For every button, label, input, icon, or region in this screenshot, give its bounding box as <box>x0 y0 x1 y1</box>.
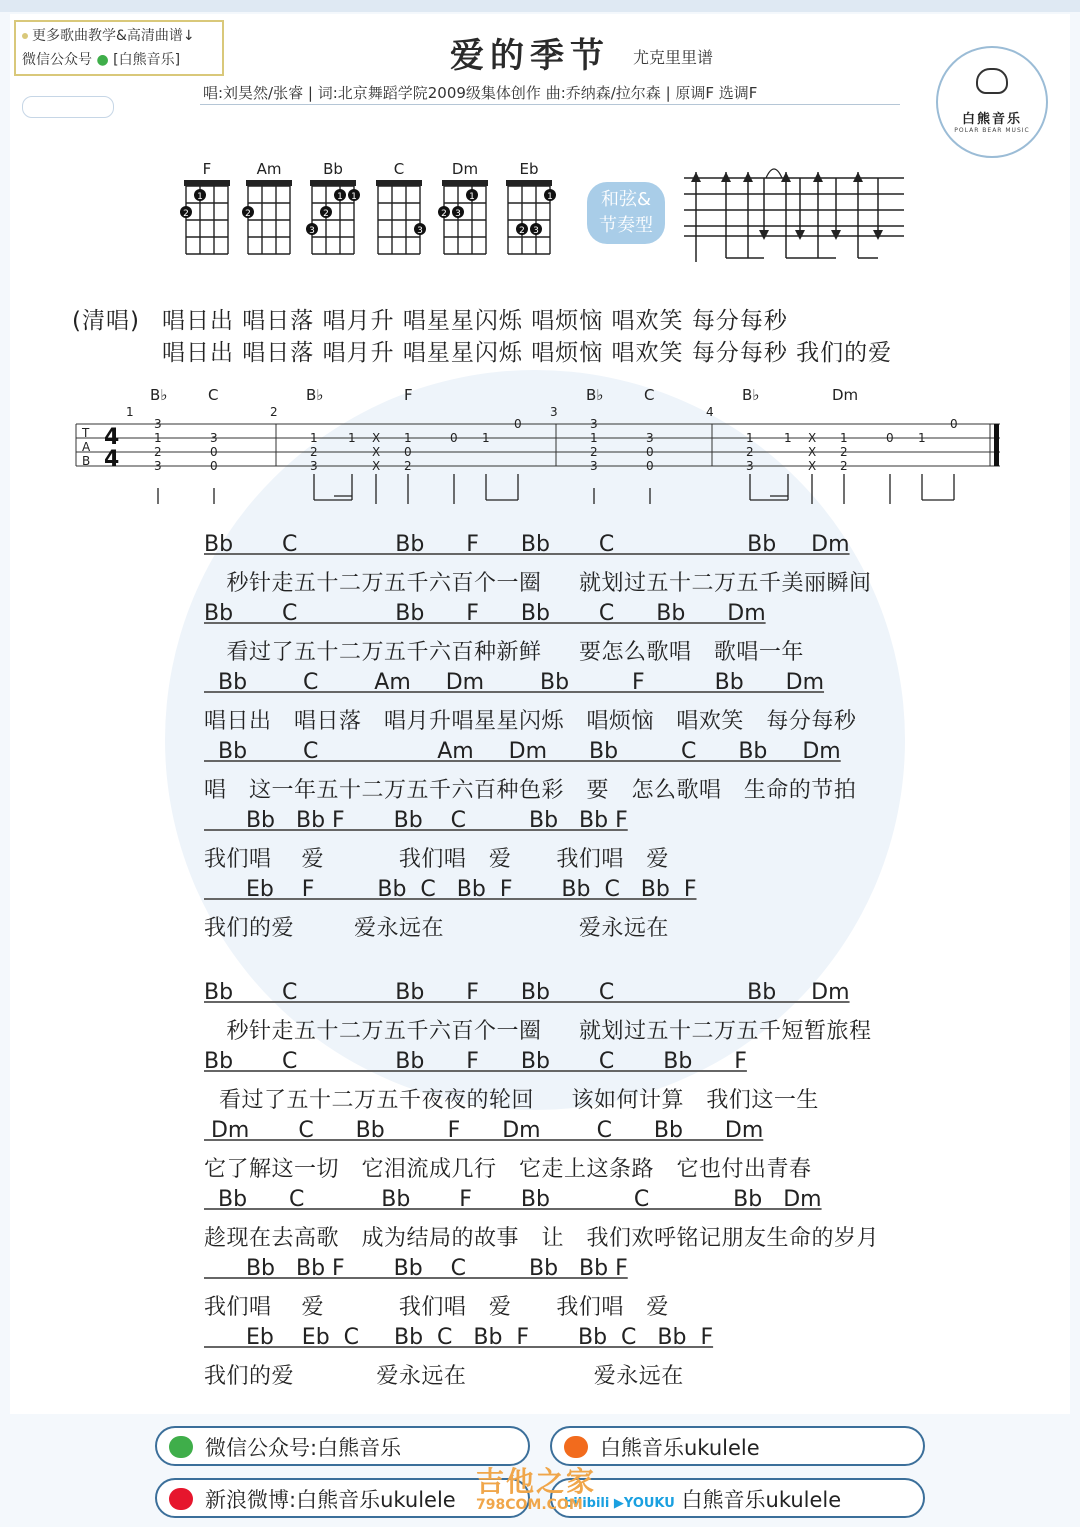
chord-name: Eb <box>519 160 539 178</box>
chord-line: Bb C Am Dm Bb C Bb Dm <box>204 739 841 764</box>
site-watermark-url: 798COM.COM <box>476 1497 583 1513</box>
svg-text:1: 1 <box>404 431 412 445</box>
svg-text:3: 3 <box>154 417 162 431</box>
chord-rhythm-badge <box>587 182 665 244</box>
footer-taobao[interactable] <box>550 1426 925 1466</box>
svg-text:1: 1 <box>547 192 553 202</box>
chord-diagram-am <box>242 160 296 254</box>
intro-label: (清唱) <box>72 308 140 334</box>
intro-line-1: 唱日出 唱日落 唱月升 唱星星闪烁 唱烦恼 唱欢笑 每分每秒 <box>162 308 788 334</box>
chord-line: Bb C Bb F Bb C Bb Dm <box>204 532 850 557</box>
svg-text:0: 0 <box>450 431 458 445</box>
svg-text:1: 1 <box>746 431 754 445</box>
svg-text:X: X <box>372 431 381 445</box>
lyric-line: 我们的爱 爱永远在 爱永远在 <box>204 916 669 941</box>
measure-number-1: 1 <box>126 405 134 419</box>
credits-line: 唱:刘昊然/张睿 | 词:北京舞蹈学院2009级集体创作 曲:乔纳森/拉尔森 | 原调F 选调F <box>203 84 758 102</box>
svg-text:3: 3 <box>309 226 315 236</box>
lyric-line: 我们唱 爱 我们唱 爱 我们唱 爱 <box>204 847 669 872</box>
tab-staff <box>72 404 1008 512</box>
tab-chord-label: B♭ <box>586 386 604 404</box>
lyric-line: 看过了五十二万五千夜夜的轮回 该如何计算 我们这一生 <box>204 1088 819 1113</box>
svg-text:2: 2 <box>590 445 598 459</box>
intro-line-2: 唱日出 唱日落 唱月升 唱星星闪烁 唱烦恼 唱欢笑 每分每秒 我们的爱 <box>162 340 893 366</box>
svg-text:3: 3 <box>590 459 598 473</box>
logo-subname: POLAR BEAR MUSIC <box>954 127 1030 134</box>
logo-name: 白熊音乐 <box>961 112 1022 127</box>
svg-text:3: 3 <box>533 226 539 236</box>
chord-diagram-dm <box>438 160 492 254</box>
tab-letter-a: A <box>82 440 91 454</box>
svg-text:2: 2 <box>840 459 848 473</box>
svg-text:0: 0 <box>210 459 218 473</box>
svg-text:2: 2 <box>183 209 189 219</box>
site-watermark: 吉他之家 <box>476 1465 597 1498</box>
svg-text:X: X <box>372 459 381 473</box>
tab-letter-b: B <box>82 454 91 468</box>
svg-text:2: 2 <box>154 445 162 459</box>
svg-text:2: 2 <box>323 209 329 219</box>
svg-text:1: 1 <box>351 192 357 202</box>
svg-text:2: 2 <box>441 209 447 219</box>
svg-text:X: X <box>808 431 817 445</box>
tab-chord-label: B♭ <box>306 386 324 404</box>
svg-text:0: 0 <box>646 459 654 473</box>
svg-text:0: 0 <box>404 445 412 459</box>
tab-letter-t: T <box>82 426 90 440</box>
wechat-icon <box>169 1436 193 1458</box>
chord-line: Bb C Bb F Bb C Bb Dm <box>204 1187 822 1212</box>
chord-name: Dm <box>451 160 479 178</box>
lyric-line: 它了解这一切 它泪流成几行 它走上这条路 它也付出青春 <box>204 1157 812 1182</box>
bear-icon <box>976 68 1008 94</box>
svg-text:3: 3 <box>154 459 162 473</box>
chord-line: Bb C Bb F Bb C Bb Dm <box>204 980 850 1005</box>
svg-text:2: 2 <box>840 445 848 459</box>
tab-chord-label: B♭ <box>150 386 168 404</box>
svg-text:3: 3 <box>310 459 318 473</box>
chord-name: F <box>202 160 212 178</box>
footer-weibo[interactable] <box>155 1478 530 1518</box>
chord-name: Am <box>256 160 282 178</box>
song-subtitle: 尤克里里谱 <box>633 48 714 67</box>
lyric-line: 秒针走五十二万五千六百个一圈 就划过五十二万五千美丽瞬间 <box>204 571 872 596</box>
promo-line-1: 更多歌曲教学&高清曲谱↓ <box>32 28 195 44</box>
lyric-line: 我们的爱 爱永远在 爱永远在 <box>204 1364 684 1389</box>
tab-chord-label: C <box>208 386 219 404</box>
lyric-line: 看过了五十二万五千六百种新鲜 要怎么歌唱 歌唱一年 <box>204 640 804 665</box>
chord-line: Bb C Am Dm Bb F Bb Dm <box>204 670 825 695</box>
svg-text:2: 2 <box>746 445 754 459</box>
strum-pattern-diagram <box>682 162 908 266</box>
footer-taobao-label: 白熊音乐ukulele <box>600 1436 760 1460</box>
svg-text:3: 3 <box>590 417 598 431</box>
svg-text:3: 3 <box>455 209 461 219</box>
tab-chord-label: Dm <box>832 386 859 404</box>
badge-line-1: 和弦& <box>600 189 652 210</box>
svg-text:3: 3 <box>417 226 423 236</box>
taobao-icon <box>564 1436 588 1458</box>
tab-chord-label: B♭ <box>742 386 760 404</box>
chord-line: Eb Eb C Bb C Bb F Bb C Bb F <box>204 1325 714 1350</box>
footer-video[interactable] <box>550 1478 925 1518</box>
svg-text:1: 1 <box>590 431 598 445</box>
time-signature-bottom: 4 <box>104 447 120 472</box>
promo-box <box>14 20 224 76</box>
svg-text:X: X <box>808 459 817 473</box>
svg-text:X: X <box>372 445 381 459</box>
chord-diagram-f <box>180 160 234 254</box>
credits-divider <box>200 104 900 105</box>
svg-text:1: 1 <box>348 431 356 445</box>
weibo-icon <box>169 1488 193 1510</box>
svg-text:1: 1 <box>482 431 490 445</box>
svg-text:1: 1 <box>918 431 926 445</box>
chord-line: Bb C Bb F Bb C Bb Dm <box>204 601 766 626</box>
bullet-icon <box>22 33 28 39</box>
promo-line-2b: [白熊音乐] <box>113 52 181 68</box>
svg-text:3: 3 <box>646 431 654 445</box>
chord-line: Bb Bb F Bb C Bb Bb F <box>204 808 628 833</box>
footer-weibo-label: 新浪微博:白熊音乐ukulele <box>205 1488 456 1512</box>
time-signature-top: 4 <box>104 425 120 450</box>
svg-text:1: 1 <box>197 192 203 202</box>
ukulele-outline-icon <box>22 96 114 118</box>
lyric-line: 唱 这一年五十二万五千六百种色彩 要 怎么歌唱 生命的节拍 <box>204 778 857 803</box>
svg-text:1: 1 <box>840 431 848 445</box>
svg-text:1: 1 <box>310 431 318 445</box>
chord-diagram-c <box>372 160 426 254</box>
badge-line-2: 节奏型 <box>599 215 653 236</box>
lyric-line: 秒针走五十二万五千六百个一圈 就划过五十二万五千短暂旅程 <box>204 1019 872 1044</box>
chord-line: Bb C Bb F Bb C Bb F <box>204 1049 747 1074</box>
svg-text:1: 1 <box>469 192 475 202</box>
svg-text:1: 1 <box>337 192 343 202</box>
svg-text:0: 0 <box>950 417 958 431</box>
chord-name: C <box>393 160 405 178</box>
measure-number-4: 4 <box>706 405 714 419</box>
svg-text:3: 3 <box>210 431 218 445</box>
chord-diagram-eb <box>502 160 556 254</box>
promo-line-2: 微信公众号 <box>22 52 92 68</box>
lyric-line: 我们唱 爱 我们唱 爱 我们唱 爱 <box>204 1295 669 1320</box>
tab-chord-label: C <box>644 386 655 404</box>
lyric-line: 趁现在去高歌 成为结局的故事 让 我们欢呼铭记朋友生命的岁月 <box>204 1226 879 1251</box>
chord-diagram-bb <box>306 160 360 254</box>
chord-line: Eb F Bb C Bb F Bb C Bb F <box>204 877 697 902</box>
svg-text:2: 2 <box>519 226 525 236</box>
svg-text:0: 0 <box>646 445 654 459</box>
svg-text:0: 0 <box>514 417 522 431</box>
footer-wechat[interactable] <box>155 1426 530 1466</box>
video-brands-icon: bilibili ▶YOUKU <box>564 1496 675 1511</box>
chord-line: Dm C Bb F Dm C Bb Dm <box>204 1118 764 1143</box>
song-title: 爱的季节 <box>450 36 610 76</box>
svg-text:2: 2 <box>310 445 318 459</box>
svg-text:1: 1 <box>154 431 162 445</box>
top-strip <box>0 0 1080 12</box>
footer-video-label: 白熊音乐ukulele <box>681 1488 842 1512</box>
svg-text:2: 2 <box>404 459 412 473</box>
svg-text:0: 0 <box>210 445 218 459</box>
chord-name: Bb <box>323 160 343 178</box>
svg-text:2: 2 <box>245 209 251 219</box>
measure-number-2: 2 <box>270 405 278 419</box>
svg-text:X: X <box>808 445 817 459</box>
tab-chord-label: F <box>404 386 413 404</box>
svg-text:0: 0 <box>886 431 894 445</box>
svg-text:1: 1 <box>784 431 792 445</box>
chord-line: Bb Bb F Bb C Bb Bb F <box>204 1256 628 1281</box>
brand-logo <box>936 46 1048 158</box>
footer-wechat-label: 微信公众号:白熊音乐 <box>205 1436 402 1460</box>
wechat-icon: ● <box>96 52 109 68</box>
lyric-line: 唱日出 唱日落 唱月升唱星星闪烁 唱烦恼 唱欢笑 每分每秒 <box>204 709 857 734</box>
measure-number-3: 3 <box>550 405 558 419</box>
svg-text:3: 3 <box>746 459 754 473</box>
